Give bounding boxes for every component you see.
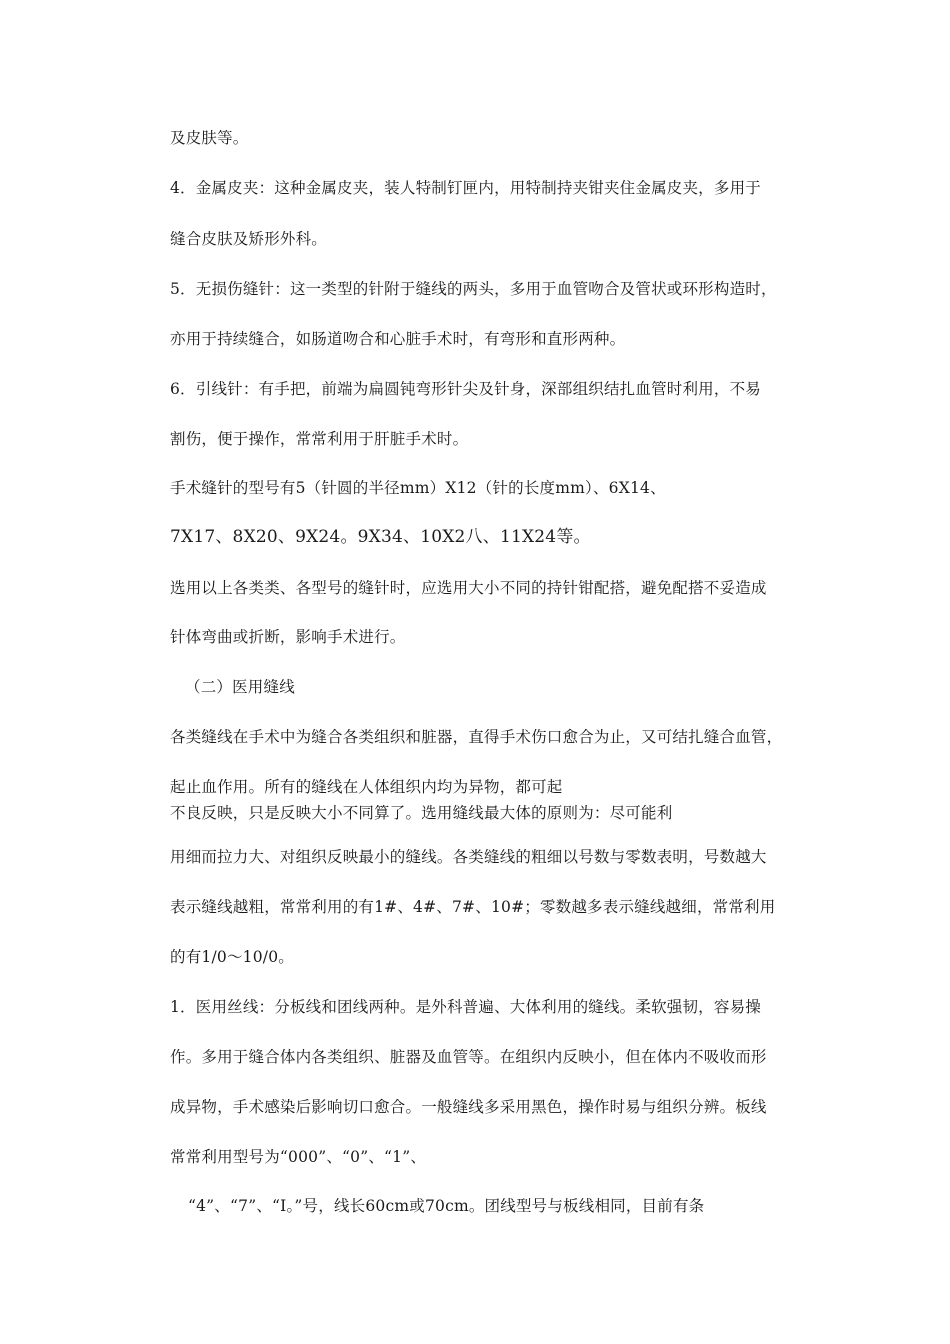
text-line: 表示缝线越粗，常常利用的有1#、4#、7#、10#；零数越多表示缝线越细，常常利用 [170, 898, 776, 916]
text-line: 4．金属皮夹：这种金属皮夹，装人特制钉匣内，用特制持夹钳夹住金属皮夹，多用于 [170, 179, 761, 197]
text-line: 的有1/0～10/0。 [170, 948, 294, 966]
text-line: 常常利用型号为“000”、“0”、“1”、 [170, 1148, 427, 1166]
text-line: 用细而拉力大、对组织反映最小的缝线。各类缝线的粗细以号数与零数表明，号数越大 [170, 848, 767, 866]
section-heading: （二）医用缝线 [185, 678, 295, 696]
text-line: 5．无损伤缝针：这一类型的针附于缝线的两头，多用于血管吻合及管状或环形构造时， [170, 280, 777, 298]
text-line: 1．医用丝线：分板线和团线两种。是外科普遍、大体利用的缝线。柔软强韧，容易操 [170, 998, 761, 1016]
text-line: 及皮肤等。 [170, 129, 249, 147]
text-line: 起止血作用。所有的缝线在人体组织内均为异物，都可起 [170, 778, 563, 796]
text-line: 成异物，手术感染后影响切口愈合。一般缝线多采用黑色，操作时易与组织分辨。板线 [170, 1098, 767, 1116]
text-line: 选用以上各类类、各型号的缝针时，应选用大小不同的持针钳配搭，避免配搭不妥造成 [170, 579, 767, 597]
text-line: 手术缝针的型号有5（针圆的半径mm）X12（针的长度mm）、6X14、 [170, 479, 666, 497]
text-line: 割伤，便于操作，常常利用于肝脏手术时。 [170, 430, 469, 448]
text-line: 作。多用于缝合体内各类组织、脏器及血管等。在组织内反映小，但在体内不吸收而形 [170, 1048, 767, 1066]
text-line: 6．引线针：有手把，前端为扁圆钝弯形针尖及针身，深部组织结扎血管时利用，不易 [170, 380, 761, 398]
text-line: 各类缝线在手术中为缝合各类组织和脏器，直得手术伤口愈合为止，又可结扎缝合血管， [170, 728, 783, 746]
text-line: 亦用于持续缝合，如肠道吻合和心脏手术时，有弯形和直形两种。 [170, 330, 626, 348]
text-line: 7X17、8X20、9X24。9X34、10X2八、11X24等。 [170, 527, 591, 547]
text-line: “4”、“7”、“I。”号，线长60cm或70cm。团线型号与板线相同，目前有条 [188, 1197, 705, 1215]
text-line: 不良反映，只是反映大小不同算了。选用缝线最大体的原则为：尽可能利 [170, 804, 673, 822]
text-line: 缝合皮肤及矫形外科。 [170, 230, 328, 248]
text-line: 针体弯曲或折断，影响手术进行。 [170, 628, 406, 646]
